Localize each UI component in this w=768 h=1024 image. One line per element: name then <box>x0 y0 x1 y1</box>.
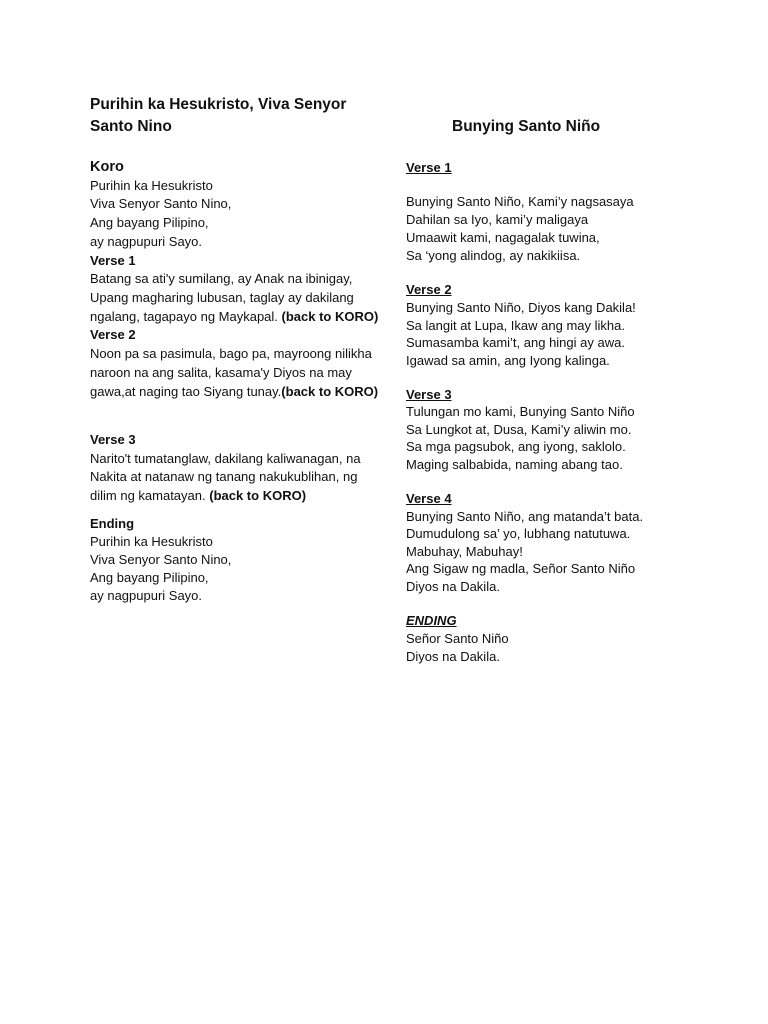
verse1-line: Dahilan sa Iyo, kami’y maligaya <box>406 212 589 227</box>
verse3-line: Nakita at natanaw ng tanang nakukublihan, ng <box>90 469 358 484</box>
ending-heading: ENDING <box>406 613 457 628</box>
koro-heading: Koro <box>90 159 124 175</box>
ending-line: Ang bayang Pilipino, <box>90 570 209 585</box>
verse2-line: Sa langit at Lupa, Ikaw ang may likha. <box>406 318 625 333</box>
verse2-line: naroon na ang salita, kasama'y Diyos na may <box>90 365 352 380</box>
ending-line: ay nagpupuri Sayo. <box>90 588 203 603</box>
verse1-line-text: ngalang, tagapayo ng Maykapal. <box>90 309 282 324</box>
verse3-heading: Verse 3 <box>406 387 452 402</box>
verse3-heading: Verse 3 <box>90 432 136 447</box>
verse3-line: Narito't tumatanglaw, dakilang kaliwanagan, na <box>90 451 361 466</box>
verse4-line: Bunying Santo Niño, ang matanda’t bata. <box>406 509 644 524</box>
verse2-line-text: gawa,at naging tao Siyang tunay. <box>90 384 282 399</box>
verse4-line: Mabuhay, Mabuhay! <box>406 544 523 559</box>
verse1-line: Umaawit kami, nagagalak tuwina, <box>406 230 600 245</box>
back-to-koro-note: (back to KORO) <box>209 488 307 503</box>
back-to-koro-note: (back to KORO) <box>281 309 379 324</box>
koro-line: Viva Senyor Santo Nino, <box>90 196 232 211</box>
verse4-line: Dumudulong sa’ yo, lubhang natutuwa. <box>406 526 631 541</box>
song-title-line-2: Santo Nino <box>90 118 172 135</box>
verse2-line <box>90 383 378 401</box>
koro-line: Ang bayang Pilipino, <box>90 215 209 230</box>
verse3-line: Tulungan mo kami, Bunying Santo Niño <box>406 404 635 419</box>
verse2-line: Bunying Santo Niño, Diyos kang Dakila! <box>406 300 636 315</box>
verse3-line-text: dilim ng kamatayan. <box>90 488 210 503</box>
verse1-line: Bunying Santo Niño, Kami’y nagsasaya <box>406 194 634 209</box>
koro-line: Purihin ka Hesukristo <box>90 178 213 193</box>
ending-line: Purihin ka Hesukristo <box>90 534 213 549</box>
verse1-line: Batang sa ati'y sumilang, ay Anak na ibinigay, <box>90 271 353 286</box>
koro-line: ay nagpupuri Sayo. <box>90 234 203 249</box>
verse4-line: Ang Sigaw ng madla, Señor Santo Niño <box>406 561 636 576</box>
verse4-line: Diyos na Dakila. <box>406 579 500 594</box>
verse2-line: Igawad sa amin, ang Iyong kalinga. <box>406 353 610 368</box>
verse1-line <box>90 308 378 326</box>
verse1-line: Sa ‘yong alindog, ay nakikiisa. <box>406 248 581 263</box>
verse2-heading: Verse 2 <box>90 327 136 342</box>
verse1-heading: Verse 1 <box>90 253 136 268</box>
verse3-line: Maging salbabida, naming abang tao. <box>406 457 623 472</box>
verse4-heading: Verse 4 <box>406 491 452 506</box>
verse2-line: Noon pa sa pasimula, bago pa, mayroong nilikha <box>90 346 372 361</box>
ending-line: Viva Senyor Santo Nino, <box>90 552 232 567</box>
ending-line: Señor Santo Niño <box>406 631 509 646</box>
back-to-koro-note: (back to KORO) <box>281 384 379 399</box>
verse2-line: Sumasamba kami’t, ang hingi ay awa. <box>406 335 625 350</box>
verse2-heading: Verse 2 <box>406 282 452 297</box>
verse1-line: Upang magharing lubusan, taglay ay dakilang <box>90 290 354 305</box>
ending-heading: Ending <box>90 516 135 531</box>
song-title: Bunying Santo Niño <box>452 118 601 135</box>
ending-line: Diyos na Dakila. <box>406 649 500 664</box>
song-title-line-1: Purihin ka Hesukristo, Viva Senyor <box>90 96 347 113</box>
verse3-line: Sa mga pagsubok, ang iyong, saklolo. <box>406 439 626 454</box>
verse3-line: Sa Lungkot at, Dusa, Kami’y aliwin mo. <box>406 422 632 437</box>
verse1-heading: Verse 1 <box>406 160 452 175</box>
verse3-line <box>90 487 306 505</box>
